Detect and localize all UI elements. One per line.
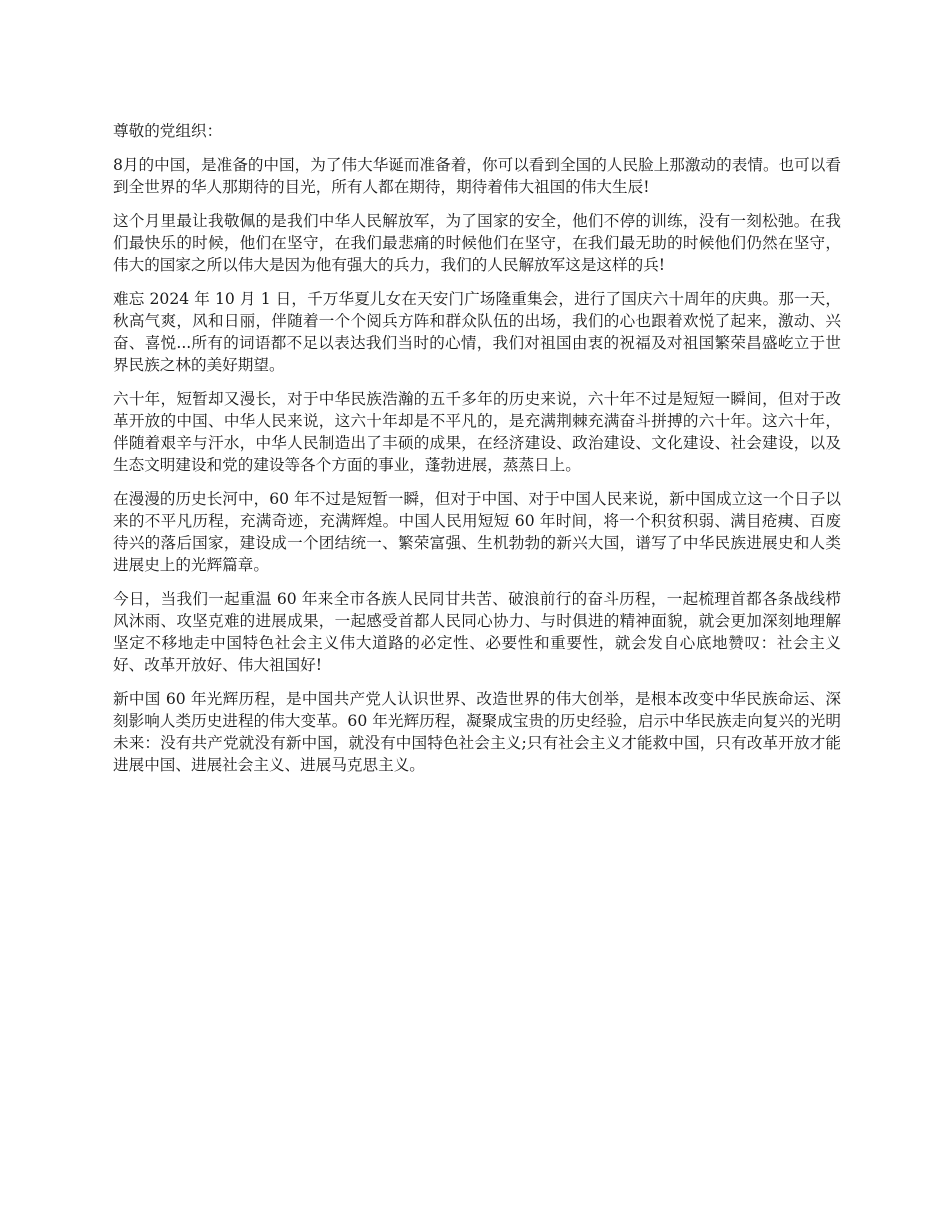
paragraph-7: 新中国 60 年光辉历程，是中国共产党人认识世界、改造世界的伟大创举，是根本改变中华民族命运、深刻影响人类历史进程的伟大变革。60 年光辉历程，凝聚成宝贵的历史经验，启示中华民族走向复兴的光明未来：没有共产党就没有新中国，就没有中国特色社会主义;只有社会主义才能救中国，只有改革开放才能进展中国、进展社会主义、进展马克思主义。 [113, 690, 841, 774]
paragraph-1: 8月的中国，是准备的中国，为了伟大华诞而准备着，你可以看到全国的人民脸上那激动的表情。也可以看到全世界的华人那期待的目光，所有人都在期待，期待着伟大祖国的伟大生辰! [113, 156, 841, 196]
document-page [113, 120, 841, 788]
paragraph-6: 今日，当我们一起重温 60 年来全市各族人民同甘共苦、破浪前行的奋斗历程，一起梳理首都各条战线栉风沐雨、攻坚克难的进展成果，一起感受首都人民同心协力、与时俱进的精神面貌，就会更加深刻地理解坚定不移地走中国特色社会主义伟大道路的必定性、必要性和重要性，就会发自心底地赞叹：社会主义好、改革开放好、伟大祖国好! [113, 590, 841, 674]
paragraph-2: 这个月里最让我敬佩的是我们中华人民解放军，为了国家的安全，他们不停的训练，没有一刻松弛。在我们最快乐的时候，他们在坚守，在我们最悲痛的时候他们在坚守，在我们最无助的时候他们仍然在坚守，伟大的国家之所以伟大是因为他有强大的兵力，我们的人民解放军这是这样的兵! [113, 212, 841, 274]
paragraph-4: 六十年，短暂却又漫长，对于中华民族浩瀚的五千多年的历史来说，六十年不过是短短一瞬间，但对于改革开放的中国、中华人民来说，这六十年却是不平凡的，是充满荆棘充满奋斗拼搏的六十年。这六十年，伴随着艰辛与汗水，中华人民制造出了丰硕的成果，在经济建设、政治建设、文化建设、社会建设，以及生态文明建设和党的建设等各个方面的事业，蓬勃进展，蒸蒸日上。 [113, 390, 841, 474]
paragraph-3: 难忘 2024 年 10 月 1 日，千万华夏儿女在天安门广场隆重集会，进行了国庆六十周年的庆典。那一天，秋高气爽，风和日丽，伴随着一个个阅兵方阵和群众队伍的出场，我们的心也跟着欢悦了起来，激动、兴奋、喜悦...所有的词语都不足以表达我们当时的心情，我们对祖国由衷的祝福及对祖国繁荣昌盛屹立于世界民族之林的美好期望。 [113, 290, 841, 374]
paragraph-5: 在漫漫的历史长河中，60 年不过是短暂一瞬，但对于中国、对于中国人民来说，新中国成立这一个日子以来的不平凡历程，充满奇迹，充满辉煌。中国人民用短短 60 年时间，将一个积贫积弱、满目疮痍、百废待兴的落后国家，建设成一个团结统一、繁荣富强、生机勃勃的新兴大国，谱写了中华民族进展史和人类进展史上的光辉篇章。 [113, 490, 841, 574]
salutation: 尊敬的党组织： [113, 122, 223, 140]
